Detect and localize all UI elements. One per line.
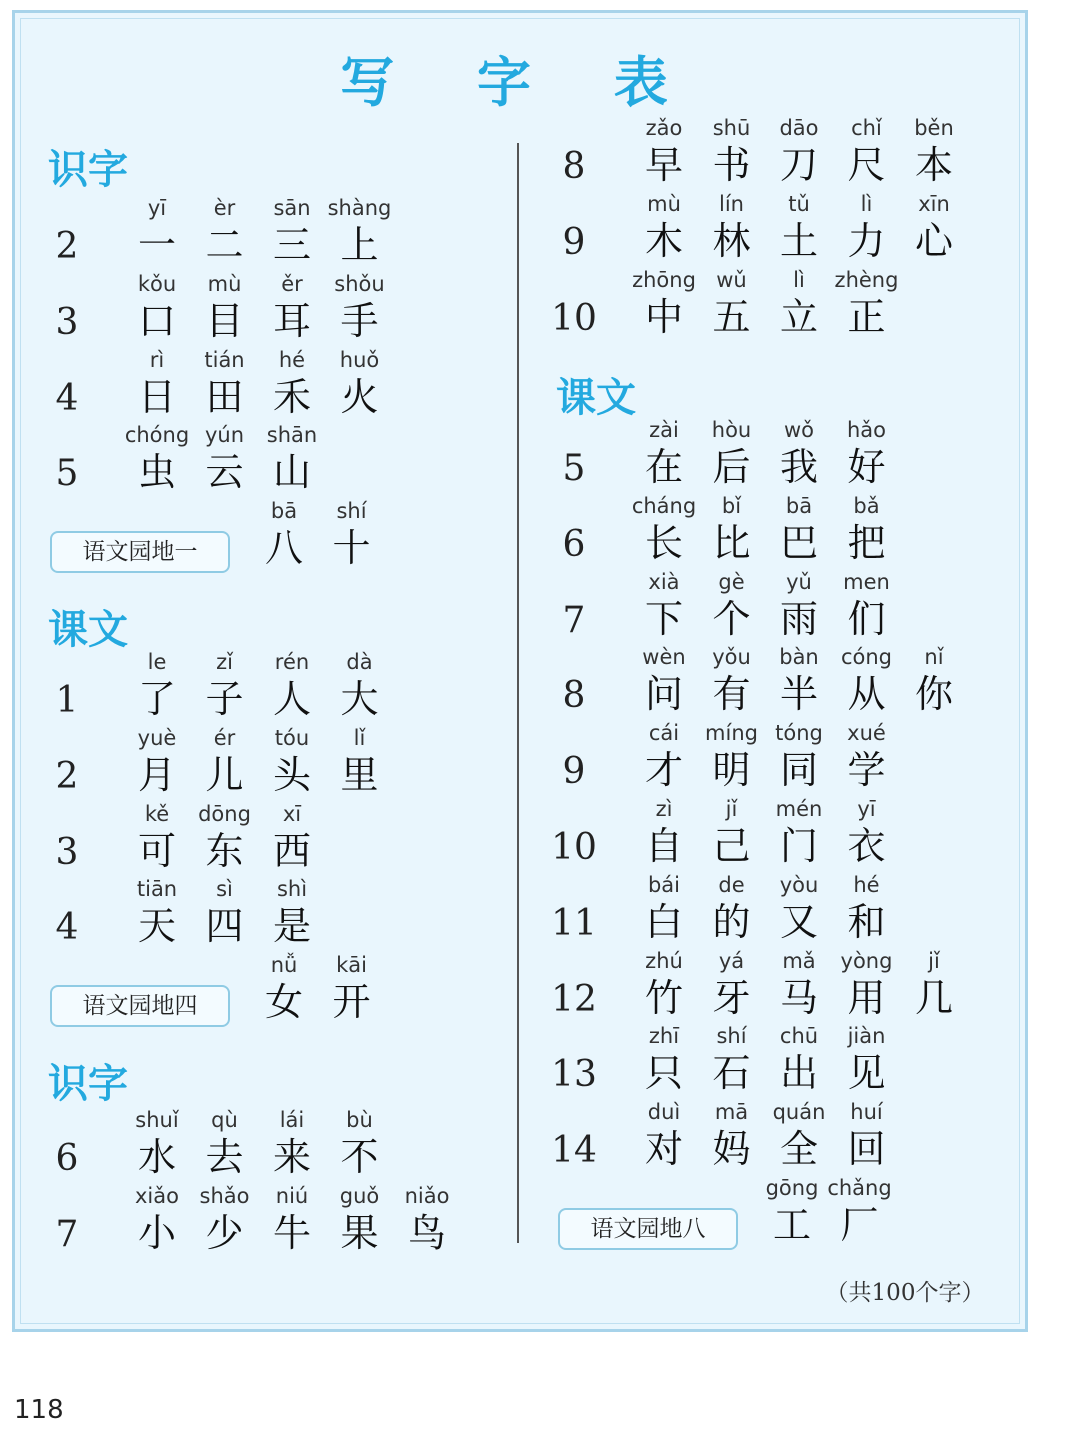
hanzi: 中 [644,294,683,339]
garden-label: 语文园地八 [558,1208,738,1250]
lesson-number: 9 [562,751,586,793]
pinyin: nǚ [270,953,298,978]
lesson-number: 1 [55,680,79,721]
hanzi: 女 [264,980,303,1025]
lesson-row [37,348,477,424]
pinyin: shǒu [334,271,385,296]
garden-label: 语文园地四 [50,985,230,1027]
hanzi: 里 [340,752,379,797]
section-title: 识字 [48,146,128,193]
pinyin: yòng [840,948,893,973]
pinyin: mén [775,797,823,821]
lesson-row [37,1184,477,1260]
lesson-row [37,423,477,499]
hanzi: 去 [205,1135,244,1179]
pinyin: bā [270,499,298,524]
character-cell [326,650,394,726]
hanzi: 土 [779,218,818,263]
hanzi: 出 [779,1051,818,1096]
pinyin: xué [847,721,886,746]
pinyin: quán [772,1100,826,1125]
lesson-number: 5 [562,448,586,489]
pinyin: zǎo [645,116,683,140]
pinyin: zǐ [216,650,233,674]
pinyin: zhī [648,1024,680,1049]
character-cell [326,272,394,348]
pinyin: dāo [779,116,819,140]
hanzi: 水 [137,1135,176,1179]
hanzi: 同 [779,748,818,793]
hanzi: 一 [137,223,176,267]
lesson-row [37,802,477,878]
pinyin: chǎng [827,1176,892,1200]
pinyin: huí [850,1100,883,1125]
pinyin: tián [204,347,245,372]
page-title: 写 字 表 [340,50,700,114]
hanzi: 口 [137,298,176,343]
pinyin: tóng [775,721,823,746]
pinyin: yī [857,797,876,821]
garden-label: 语文园地一 [50,531,230,573]
character-cell [833,721,901,797]
lesson-row [544,1176,984,1252]
hanzi: 早 [644,143,683,187]
pinyin: cháng [631,493,697,518]
hanzi: 正 [847,294,886,339]
lesson-row [544,494,984,570]
pinyin: yòu [779,872,819,897]
character-cell [833,1024,901,1100]
pinyin: lì [793,267,805,292]
hanzi: 书 [712,143,751,187]
hanzi: 从 [847,672,886,717]
section-title: 课文 [48,606,128,653]
pinyin: shū [712,116,751,140]
pinyin: kǒu [137,271,177,296]
lesson-number: 5 [55,453,79,495]
hanzi: 下 [644,596,683,641]
hanzi: 头 [272,752,311,797]
hanzi: 八 [264,526,303,571]
hanzi: 工 [772,1203,811,1247]
pinyin: wèn [642,645,686,670]
pinyin: xiǎo [135,1183,179,1208]
pinyin: sì [216,877,233,902]
pinyin: dōng [198,801,251,826]
pinyin: wǒ [783,418,815,442]
hanzi: 心 [914,218,953,263]
pinyin: yuè [137,725,177,750]
lesson-number: 8 [562,146,586,187]
lesson-number: 13 [551,1054,597,1096]
character-cell [826,1176,894,1252]
pinyin: shàng [327,196,392,220]
hanzi: 学 [847,748,886,793]
hanzi: 果 [340,1210,379,1255]
hanzi: 回 [847,1127,886,1172]
hanzi: 门 [779,824,818,868]
hanzi: 山 [272,450,311,495]
character-cell [833,873,901,949]
character-cell [326,726,394,802]
pinyin: bù [346,1108,373,1132]
character-cell [900,116,968,192]
hanzi: 在 [644,445,683,489]
hanzi: 本 [914,143,953,187]
character-cell [833,268,901,344]
hanzi: 子 [205,677,244,721]
pinyin: hòu [711,418,752,442]
hanzi: 尺 [847,143,886,187]
hanzi: 西 [272,828,311,873]
lesson-row [544,192,984,268]
hanzi: 月 [137,752,176,797]
pinyin: niú [275,1183,309,1208]
lesson-row [37,953,477,1029]
pinyin: míng [705,721,758,746]
pinyin: zhèng [834,267,899,292]
hanzi: 大 [340,677,379,721]
character-cell [833,1100,901,1176]
hanzi: 妈 [712,1127,751,1172]
hanzi: 人 [272,677,311,721]
pinyin: bǐ [721,493,742,518]
hanzi: 是 [272,904,311,949]
pinyin: gōng [765,1176,819,1200]
pinyin: jiàn [847,1024,886,1049]
lesson-row [544,268,984,344]
pinyin: shí [336,499,367,524]
pinyin: chóng [124,423,190,448]
pinyin: shuǐ [135,1108,179,1132]
hanzi: 四 [205,904,244,949]
hanzi: 十 [332,526,371,571]
lesson-number: 11 [551,902,597,944]
hanzi: 用 [847,975,886,1020]
hanzi: 耳 [272,298,311,343]
hanzi: 虫 [137,450,176,495]
hanzi: 和 [847,899,886,944]
hanzi: 才 [644,748,683,793]
lesson-row [544,570,984,646]
character-cell [900,192,968,268]
hanzi: 己 [712,824,751,868]
pinyin: èr [213,196,236,220]
pinyin: hǎo [846,418,887,442]
hanzi: 日 [137,374,176,419]
hanzi: 个 [712,596,751,641]
pinyin: zhōng [632,267,696,292]
pinyin: shì [276,877,308,902]
hanzi: 明 [712,748,751,793]
lesson-number: 10 [551,297,597,339]
pinyin: rì [149,347,165,372]
lesson-row [37,499,477,575]
hanzi: 开 [332,980,371,1025]
character-cell [318,499,386,575]
pinyin: dà [346,650,373,674]
pinyin: bái [647,872,681,897]
hanzi: 马 [779,975,818,1020]
character-cell [326,1108,394,1184]
pinyin: lái [279,1108,305,1132]
hanzi: 自 [644,824,683,868]
pinyin: niǎo [404,1183,450,1208]
hanzi: 厂 [840,1203,879,1247]
hanzi: 禾 [272,374,311,419]
hanzi: 儿 [205,752,244,797]
lesson-row [544,645,984,721]
hanzi: 全 [779,1127,818,1172]
pinyin: men [843,569,890,594]
hanzi: 手 [340,298,379,343]
hanzi: 又 [779,899,818,944]
lesson-row [544,873,984,949]
lesson-number: 4 [55,377,79,419]
lesson-row [544,721,984,797]
pinyin: de [718,872,745,897]
character-cell [833,797,901,873]
total-count: （共100个字） [825,1280,985,1306]
hanzi: 上 [340,223,379,267]
hanzi: 雨 [779,596,818,641]
section-title: 课文 [556,374,636,421]
hanzi: 二 [205,223,244,267]
lesson-number: 6 [562,523,586,565]
pinyin: xīn [918,191,950,216]
lesson-row [37,650,477,726]
pinyin: xī [282,801,302,826]
hanzi: 小 [137,1210,176,1255]
lesson-row [37,726,477,802]
pinyin: mǎ [782,948,816,973]
pinyin: sān [273,196,311,220]
pinyin: shān [266,423,318,448]
hanzi: 有 [712,672,751,717]
hanzi: 立 [779,294,818,339]
pinyin: tóu [274,725,310,750]
hanzi: 后 [712,445,751,489]
hanzi: 半 [779,672,818,717]
hanzi: 比 [712,520,751,565]
pinyin: duì [647,1100,681,1125]
lesson-row [37,272,477,348]
pinyin: yǔ [786,569,812,594]
pinyin: yún [204,423,245,448]
character-cell [326,196,394,272]
pinyin: gè [718,569,745,594]
section-title: 识字 [48,1060,128,1107]
lesson-row [37,877,477,953]
hanzi: 了 [137,677,176,721]
pinyin: guǒ [339,1183,380,1208]
pinyin: shǎo [199,1183,250,1208]
lesson-number: 3 [55,831,79,873]
pinyin: tǔ [788,191,810,216]
hanzi: 石 [712,1051,751,1096]
lesson-number: 7 [562,599,586,641]
lesson-row [37,196,477,272]
hanzi: 们 [847,596,886,641]
pinyin: mù [647,191,681,216]
hanzi: 对 [644,1127,683,1172]
pinyin: bǎ [853,493,880,518]
pinyin: zhú [645,948,683,973]
hanzi: 天 [137,904,176,949]
character-cell [833,494,901,570]
lesson-row [544,418,984,494]
hanzi: 五 [712,294,751,339]
pinyin: ér [213,725,236,750]
hanzi: 的 [712,899,751,944]
pinyin: kě [144,801,170,826]
character-cell [326,348,394,424]
hanzi: 东 [205,828,244,873]
hanzi: 牙 [712,975,751,1020]
character-cell [318,953,386,1029]
lesson-number: 10 [551,827,597,868]
hanzi: 牛 [272,1210,311,1255]
hanzi: 我 [779,445,818,489]
hanzi: 田 [205,374,244,419]
lesson-number: 14 [551,1130,597,1172]
lesson-row [544,1024,984,1100]
hanzi: 力 [847,218,886,263]
hanzi: 问 [644,672,683,717]
hanzi: 可 [137,828,176,873]
lesson-row [544,116,984,192]
pinyin: huǒ [339,347,380,372]
character-cell [258,423,326,499]
hanzi: 白 [644,899,683,944]
pinyin: běn [914,116,954,140]
character-cell [258,802,326,878]
hanzi: 巴 [779,520,818,565]
character-cell [258,877,326,953]
lesson-number: 6 [55,1138,79,1179]
pinyin: bā [785,493,813,518]
lesson-number: 3 [55,301,79,343]
pinyin: zì [655,797,673,821]
hanzi: 长 [644,520,683,565]
pinyin: lǐ [353,725,366,750]
pinyin: jǐ [725,797,738,821]
pinyin: hé [278,347,306,372]
lesson-row [37,1108,477,1184]
hanzi: 鸟 [407,1210,446,1255]
pinyin: tiān [136,877,178,902]
hanzi: 好 [847,445,886,489]
column-divider [517,143,519,1243]
pinyin: lì [860,191,873,216]
pinyin: kāi [336,953,367,978]
pinyin: jǐ [928,948,940,973]
hanzi: 不 [340,1135,379,1179]
pinyin: cóng [840,645,893,670]
pinyin: nǐ [924,645,944,670]
pinyin: zài [649,418,679,442]
hanzi: 云 [205,450,244,495]
pinyin: wǔ [716,267,747,292]
character-cell [833,570,901,646]
lesson-number: 7 [55,1213,79,1255]
lesson-row [544,949,984,1025]
hanzi: 三 [272,223,311,267]
hanzi: 只 [644,1051,683,1096]
lesson-row [544,797,984,873]
pinyin: yǒu [712,645,751,670]
pinyin: lín [719,191,744,216]
hanzi: 林 [712,218,751,263]
hanzi: 把 [847,520,886,565]
hanzi: 你 [914,672,953,717]
lesson-number: 2 [55,755,79,797]
hanzi: 衣 [847,824,886,868]
lesson-number: 9 [562,221,586,263]
pinyin: chǐ [851,116,882,140]
pinyin: chū [779,1024,819,1049]
pinyin: qù [211,1108,238,1132]
hanzi: 少 [205,1210,244,1255]
pinyin: xià [648,569,680,594]
hanzi: 木 [644,218,683,263]
hanzi: 刀 [779,143,818,187]
lesson-number: 12 [551,978,597,1020]
hanzi: 见 [847,1051,886,1096]
hanzi: 目 [205,298,244,343]
page-number: 118 [14,1395,64,1425]
lesson-number: 4 [55,907,79,949]
pinyin: hé [853,872,880,897]
pinyin: le [147,650,167,674]
hanzi: 来 [272,1135,311,1179]
pinyin: shí [716,1024,747,1049]
pinyin: mā [714,1100,749,1125]
pinyin: mù [207,271,242,296]
pinyin: bàn [779,645,819,670]
character-cell [833,418,901,494]
lesson-number: 2 [55,226,79,267]
pinyin: yī [147,196,167,220]
hanzi: 几 [914,975,953,1020]
character-cell [900,645,968,721]
lesson-row [544,1100,984,1176]
pinyin: yá [718,948,745,973]
pinyin: cái [648,721,680,746]
character-cell [900,949,968,1025]
hanzi: 竹 [644,975,683,1020]
pinyin: rén [274,650,310,674]
hanzi: 火 [340,374,379,419]
lesson-number: 8 [562,675,586,717]
pinyin: ěr [281,271,303,296]
character-cell [393,1184,461,1260]
